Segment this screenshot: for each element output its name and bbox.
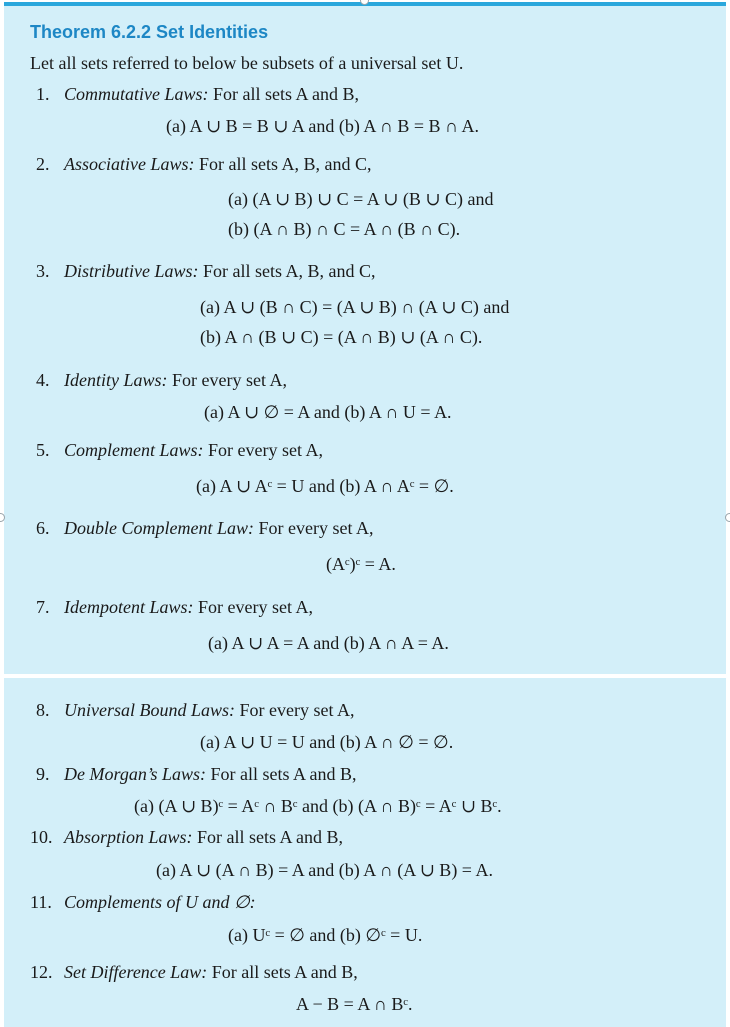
law-item: [36, 261, 376, 282]
law-name: Idempotent Laws:: [64, 597, 194, 617]
law-name: Distributive Laws:: [64, 261, 199, 281]
law-name: Absorption Laws:: [64, 827, 193, 847]
law-equation: (a) A ∪ B = B ∪ A and (b) A ∩ B = B ∩ A.: [166, 116, 479, 136]
law-item: [36, 764, 357, 785]
law-number: 5.: [36, 440, 50, 460]
law-description: For all sets A, B, and C,: [194, 154, 372, 174]
law-number: 3.: [36, 261, 50, 281]
law-description: For all sets A and B,: [206, 764, 357, 784]
law-item: [36, 370, 287, 391]
law-equation: (a) (A ∪ B)ᶜ = Aᶜ ∩ Bᶜ and (b) (A ∩ B)ᶜ = Aᶜ ∪ Bᶜ.: [134, 796, 502, 816]
law-equation: (a) A ∪ (B ∩ C) = (A ∪ B) ∩ (A ∪ C) and: [200, 297, 510, 317]
law-number: 7.: [36, 597, 50, 617]
law-equation: (a) A ∪ ∅ = A and (b) A ∩ U = A.: [204, 402, 452, 422]
law-number: 11.: [30, 892, 52, 912]
law-number: 9.: [36, 764, 50, 784]
law-number: 6.: [36, 518, 50, 538]
law-equation: (a) A ∪ U = U and (b) A ∩ ∅ = ∅.: [200, 732, 454, 752]
law-number: 12.: [30, 962, 53, 982]
theorem-intro: Let all sets referred to below be subsets of a universal set U.: [30, 53, 464, 73]
law-name: Identity Laws:: [64, 370, 168, 390]
law-equation: (a) A ∪ A = A and (b) A ∩ A = A.: [208, 633, 449, 653]
law-item: [36, 84, 359, 105]
law-name: De Morgan’s Laws:: [64, 764, 207, 784]
law-item: [30, 962, 358, 983]
law-number: 4.: [36, 370, 50, 390]
law-item: [30, 892, 256, 913]
law-name: Universal Bound Laws:: [64, 700, 235, 720]
law-equation: (a) A ∪ Aᶜ = U and (b) A ∩ Aᶜ = ∅.: [196, 476, 454, 496]
law-number: 1.: [36, 84, 50, 104]
law-description: For all sets A and B,: [207, 962, 358, 982]
law-item: [36, 518, 373, 539]
law-description: For all sets A and B,: [208, 84, 360, 104]
law-item: [36, 440, 323, 461]
law-number: 8.: [36, 700, 50, 720]
law-description: For every set A,: [203, 440, 323, 460]
law-equation: (b) (A ∩ B) ∩ C = A ∩ (B ∩ C).: [228, 219, 461, 239]
law-equation: A − B = A ∩ Bᶜ.: [296, 994, 413, 1014]
law-item: [36, 597, 313, 618]
law-number: 2.: [36, 154, 50, 174]
law-description: For all sets A, B, and C,: [198, 261, 376, 281]
law-item: [36, 154, 372, 175]
theorem-title: Theorem 6.2.2 Set Identities: [30, 22, 269, 42]
law-description: For every set A,: [167, 370, 287, 390]
law-equation: (a) Uᶜ = ∅ and (b) ∅ᶜ = U.: [228, 925, 423, 945]
law-description: For every set A,: [235, 700, 355, 720]
resize-handle-right[interactable]: [725, 513, 730, 522]
law-item: [30, 827, 343, 848]
law-name: Set Difference Law:: [64, 962, 208, 982]
law-item: [36, 700, 354, 721]
law-description: For every set A,: [193, 597, 313, 617]
law-equation: (b) A ∩ (B ∪ C) = (A ∩ B) ∪ (A ∩ C).: [200, 327, 483, 347]
law-name: Complement Laws:: [64, 440, 204, 460]
law-description: For every set A,: [253, 518, 374, 538]
law-name: Associative Laws:: [64, 154, 195, 174]
law-name: Complements of U and ∅:: [64, 892, 256, 912]
law-equation: (Aᶜ)ᶜ = A.: [326, 554, 396, 574]
law-name: Commutative Laws:: [64, 84, 209, 104]
law-equation: (a) A ∪ (A ∩ B) = A and (b) A ∩ (A ∪ B) = A.: [156, 860, 493, 880]
law-equation: (a) (A ∪ B) ∪ C = A ∪ (B ∪ C) and: [228, 189, 494, 209]
law-name: Double Complement Law:: [64, 518, 254, 538]
law-number: 10.: [30, 827, 53, 847]
law-description: For all sets A and B,: [192, 827, 344, 847]
